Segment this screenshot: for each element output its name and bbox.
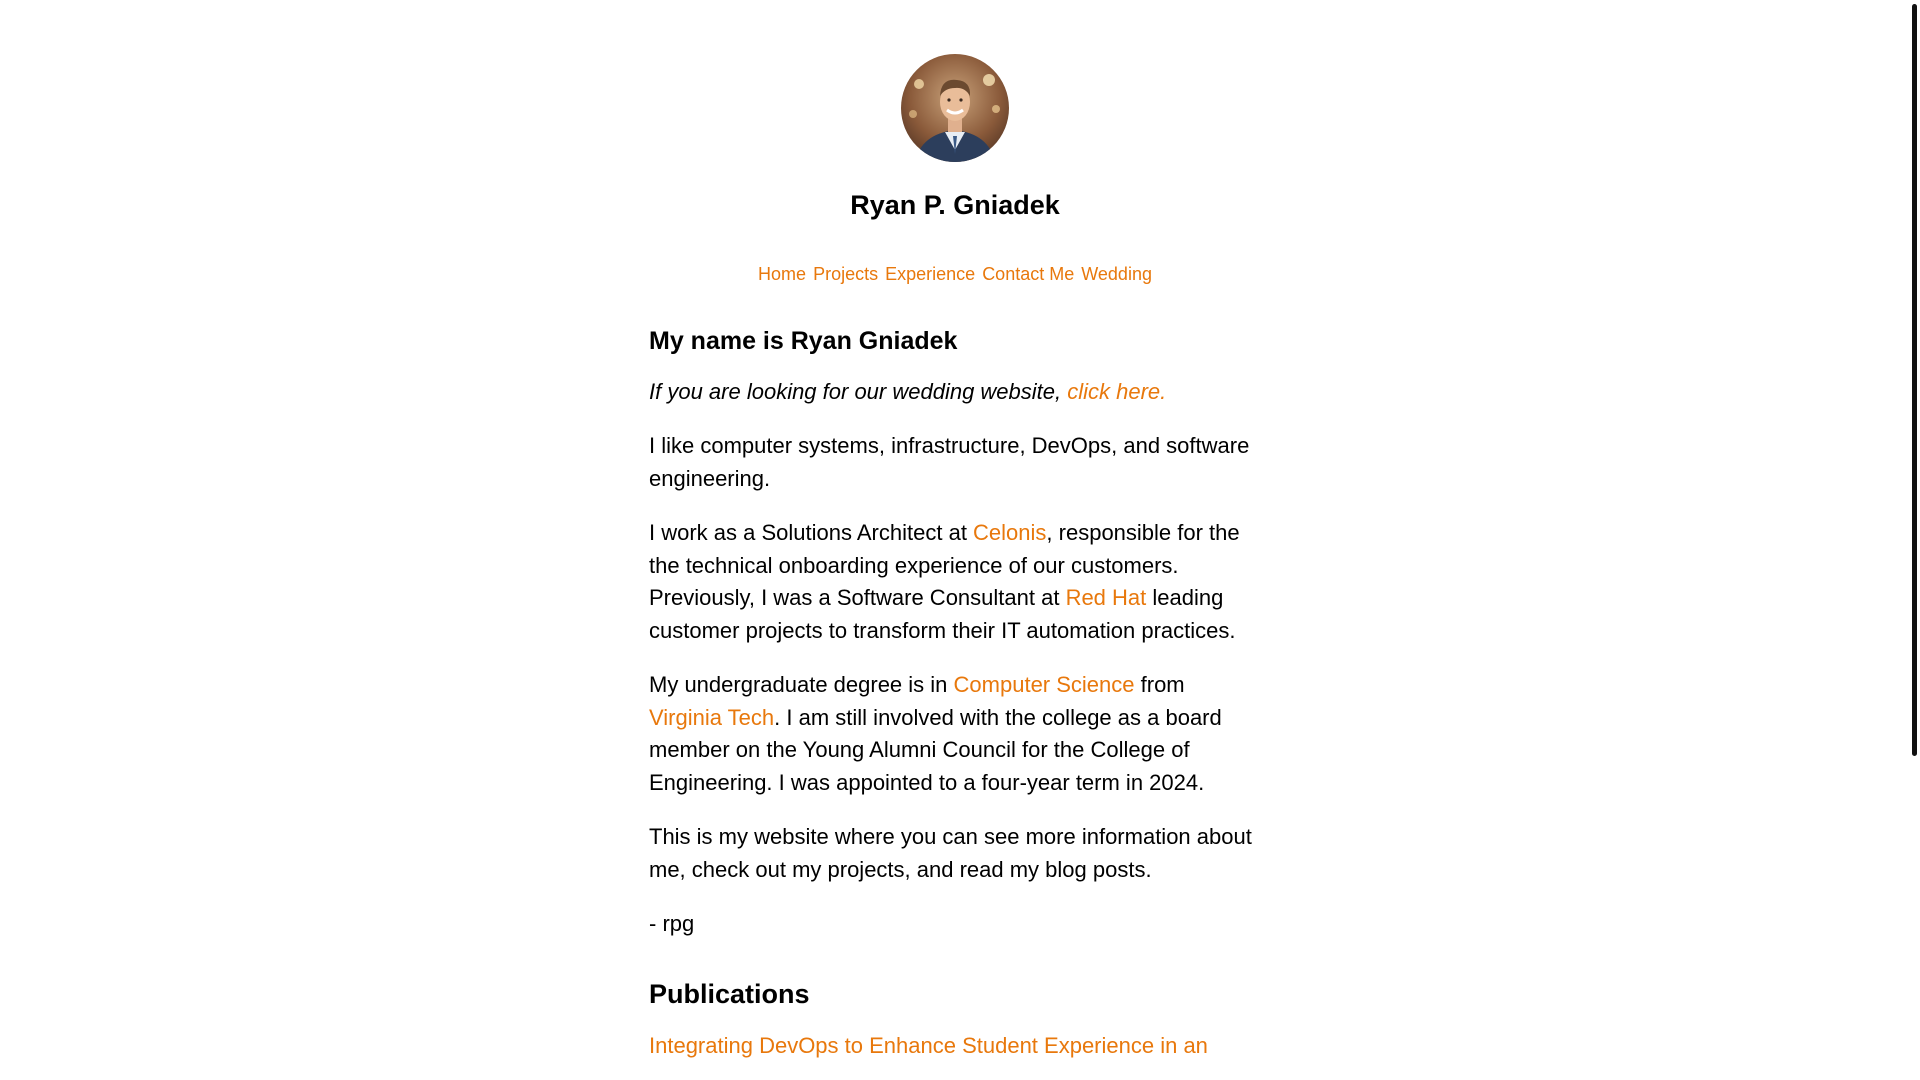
nav-contact-me[interactable]: Contact Me: [982, 264, 1075, 285]
publications-heading: Publications: [649, 978, 810, 1009]
virginia-tech-link[interactable]: Virginia Tech: [649, 704, 775, 730]
site-title: Ryan P. Gniadek: [850, 190, 1060, 220]
avatar-image: [901, 54, 1009, 162]
work-text-3: leading customer projects to transform their IT automation practices.: [649, 585, 1236, 643]
nav-wedding[interactable]: Wedding: [1081, 264, 1152, 285]
nav-projects[interactable]: Projects: [813, 264, 879, 285]
scrollbar-thumb[interactable]: [1912, 4, 1917, 756]
main-content: [649, 325, 1259, 1062]
wedding-note: [649, 376, 1259, 409]
website-paragraph: This is my website where you can see more information about me, check out my projects, and read my blog posts.: [649, 824, 1252, 882]
celonis-link[interactable]: Celonis: [973, 520, 1047, 545]
main-nav: [0, 264, 1910, 286]
education-paragraph: [649, 669, 1259, 799]
intro-heading: My name is Ryan Gniadek: [649, 327, 958, 355]
site-header: [0, 54, 1910, 286]
wedding-click-here-link[interactable]: click here.: [1067, 378, 1167, 404]
education-text-2: from: [1134, 672, 1185, 697]
publications-list: [649, 1030, 1259, 1063]
red-hat-link[interactable]: Red Hat: [1065, 585, 1147, 610]
nav-home[interactable]: Home: [758, 264, 807, 285]
education-text-3: . I am still involved with the college as a board member on the Young Alumni Council for the College of Engineering. I was appointed to a four-year term in 2024.: [649, 704, 1222, 795]
computer-science-link[interactable]: Computer Science: [953, 672, 1135, 697]
wedding-note-text: If you are looking for our wedding website,: [649, 378, 1068, 404]
nav-experience[interactable]: Experience: [885, 264, 976, 285]
work-paragraph: [649, 517, 1259, 647]
intro-paragraph: I like computer systems, infrastructure, DevOps, and software engineering.: [649, 433, 1250, 491]
work-text-2: , responsible for the the technical onboarding experience of our customers. Previously, I was a Software Consultant at: [649, 520, 1240, 610]
scrollbar[interactable]: [1904, 0, 1920, 1080]
education-text-1: My undergraduate degree is in: [649, 672, 954, 697]
work-text-1: I work as a Solutions Architect at: [649, 520, 974, 545]
avatar: [901, 54, 1009, 162]
publication-link[interactable]: Integrating DevOps to Enhance Student Experience in an: [649, 1032, 1208, 1058]
signature: - rpg: [649, 911, 695, 936]
